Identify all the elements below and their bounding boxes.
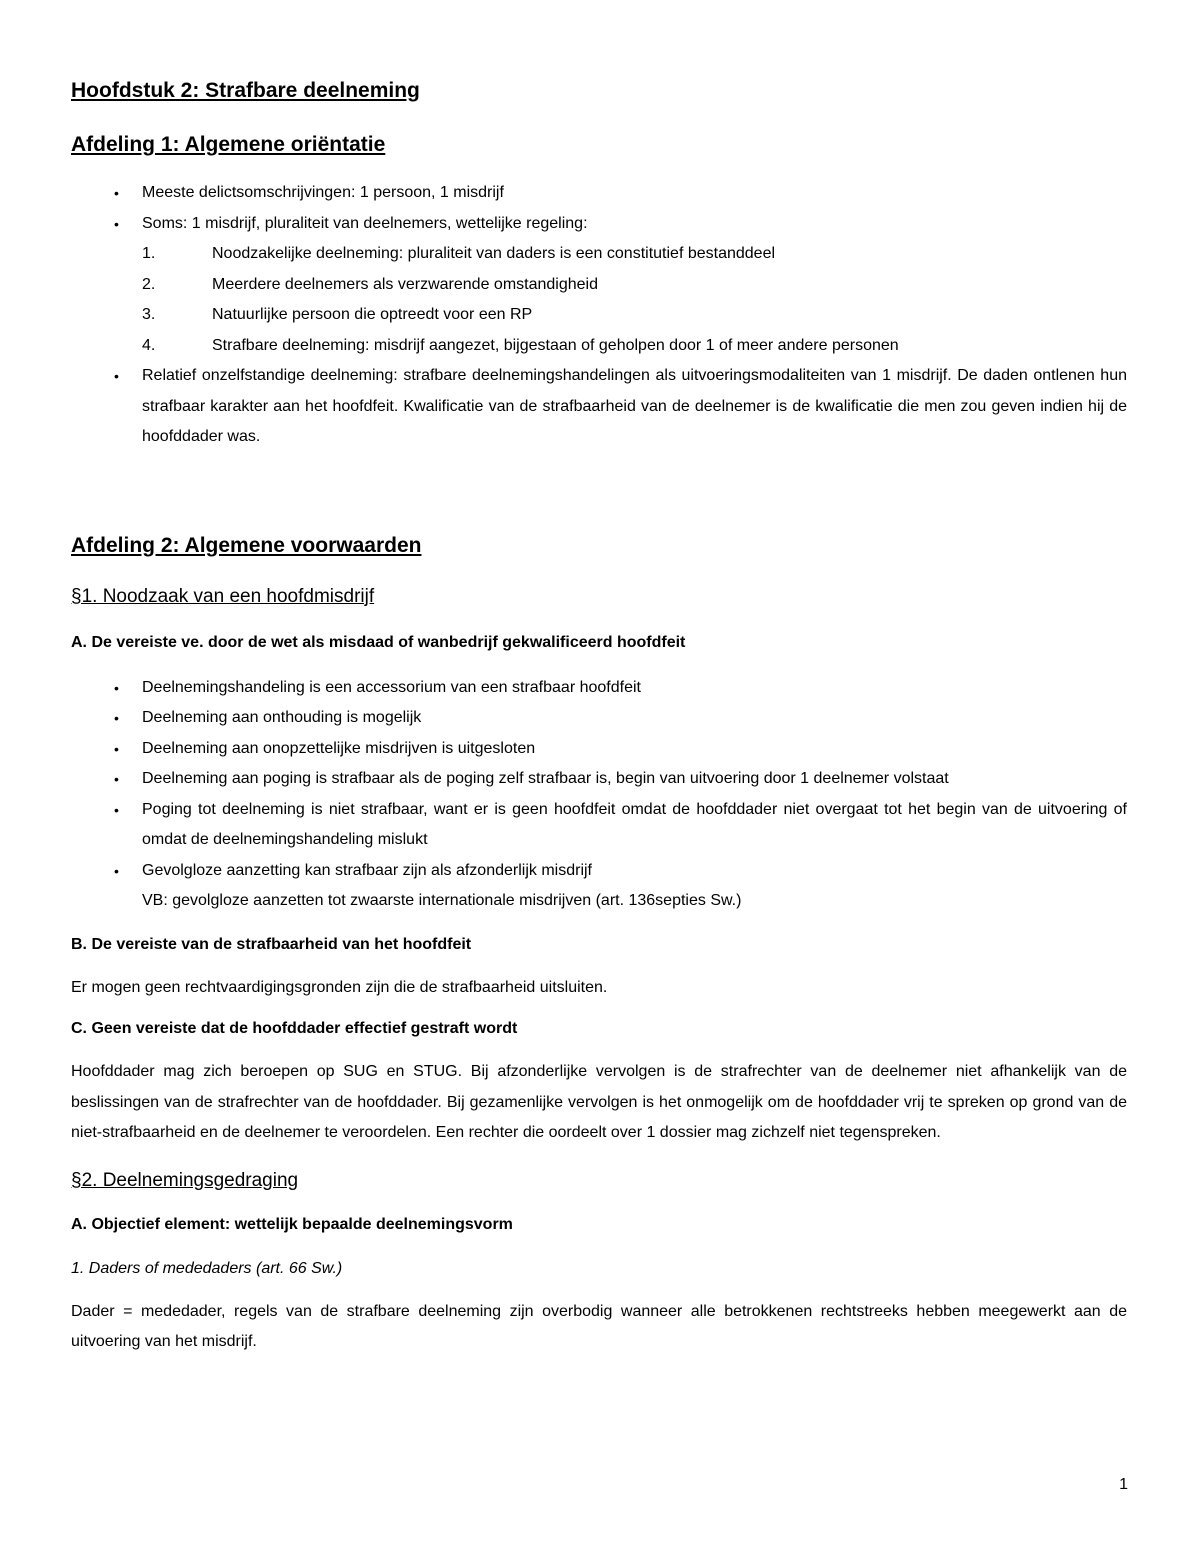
sub-a-title: A. De vereiste ve. door de wet als misdaad of wanbedrijf gekwalificeerd hoofdfeit [71,633,686,651]
sub-a2-title: A. Objectief element: wettelijk bepaalde deelnemingsvorm [71,1215,513,1233]
sub-c-title: C. Geen vereiste dat de hoofddader effectief gestraft wordt [71,1020,518,1037]
bullet-icon: • [114,710,119,726]
bullet-icon: • [114,185,119,201]
sub-b-title: B. De vereiste van de strafbaarheid van het hoofdfeit [71,935,472,953]
list-item: 1. Noodzakelijke deelneming: pluraliteit van daders is een constitutief bestanddeel [142,245,776,262]
item-1-text: Dader = mededader, regels van de strafbare deelneming zijn overbodig wanneer alle betrokkenen rechtstreeks hebben meegewerkt aan de uitvoering van het misdrijf. [71,1302,1127,1350]
list-item: 4. Strafbare deelneming: misdrijf aangezet, bijgestaan of geholpen door 1 of meer andere personen [142,336,899,354]
paragraph-1-title: §1. Noodzaak van een hoofdmisdrijf [71,585,375,607]
sub-a-bullets [71,673,1127,917]
list-item: • Gevolgloze aanzetting kan strafbaar zijn als afzonderlijk misdrijf VB: gevolgloze aanzetten tot zwaarste internationale misdrijven (art. 136septies Sw.) [71,856,1127,917]
section-1-title: Afdeling 1: Algemene oriëntatie [71,133,386,156]
list-item: • Relatief onzelfstandige deelneming: strafbare deelnemingshandelingen als uitvoeringsmodaliteiten van 1 misdrijf. De daden ontlenen hun strafbaar karakter aan het hoofdfeit. Kwalificatie van de strafbaarheid van de deelnemer is de kwalificatie die men zou geven indien hij de hoofddader was. [71,361,1127,453]
paragraph-2-title: §2. Deelnemingsgedraging [71,1169,299,1191]
bullet-icon: • [114,368,119,384]
section-1-numbered-list [71,239,1127,361]
bullet-icon: • [114,679,119,696]
item-1-title: 1. Daders of mededaders (art. 66 Sw.) [71,1259,343,1277]
list-item: • Soms: 1 misdrijf, pluraliteit van deelnemers, wettelijke regeling: [71,209,1127,240]
document-page [71,74,1127,1358]
bullet-icon: • [114,801,119,818]
page-number: 1 [1119,1476,1128,1493]
section-1-bullets [71,178,1127,239]
list-item: • Deelnemingshandeling is een accessorium van een strafbaar hoofdfeit [71,673,1127,704]
list-item: • Deelneming aan onopzettelijke misdrijven is uitgesloten [71,734,1127,765]
list-item: 2. Meerdere deelnemers als verzwarende omstandigheid [142,275,598,293]
sub-c-text: Hoofddader mag zich beroepen op SUG en STUG. Bij afzonderlijke vervolgen is de strafrechter van de deelnemer niet afhankelijk van de beslissingen van de strafrechter van de hoofddader. Bij gezamenlijke vervolgen is het onmogelijk om de hoofddader vrij te spreken op grond van de niet-strafbaarheid en de deelnemer te veroordelen. Een rechter die oordeelt over 1 dossier mag zichzelf niet tegenspreken. [71,1063,1127,1141]
section-2-title: Afdeling 2: Algemene voorwaarden [71,533,422,557]
list-item: 3. Natuurlijke persoon die optreedt voor een RP [142,306,533,323]
bullet-icon: • [114,771,119,787]
chapter-title: Hoofdstuk 2: Strafbare deelneming [71,79,420,102]
section-1-bullets-continued [71,361,1127,453]
list-item: • Deelneming aan onthouding is mogelijk [71,703,1127,734]
sub-b-text: Er mogen geen rechtvaardigingsgronden zijn die de strafbaarheid uitsluiten. [71,978,608,996]
bullet-icon: • [114,862,119,879]
bullet-icon: • [114,215,119,232]
bullet-icon: • [114,740,119,757]
list-item: • Meeste delictsomschrijvingen: 1 persoon, 1 misdrijf [71,178,1127,209]
list-item: • Deelneming aan poging is strafbaar als de poging zelf strafbaar is, begin van uitvoering door 1 deelnemer volstaat [71,764,1127,795]
list-item: • Poging tot deelneming is niet strafbaar, want er is geen hoofdfeit omdat de hoofddader niet overgaat tot het begin van de uitvoering of omdat de deelnemingshandeling mislukt [71,795,1127,856]
